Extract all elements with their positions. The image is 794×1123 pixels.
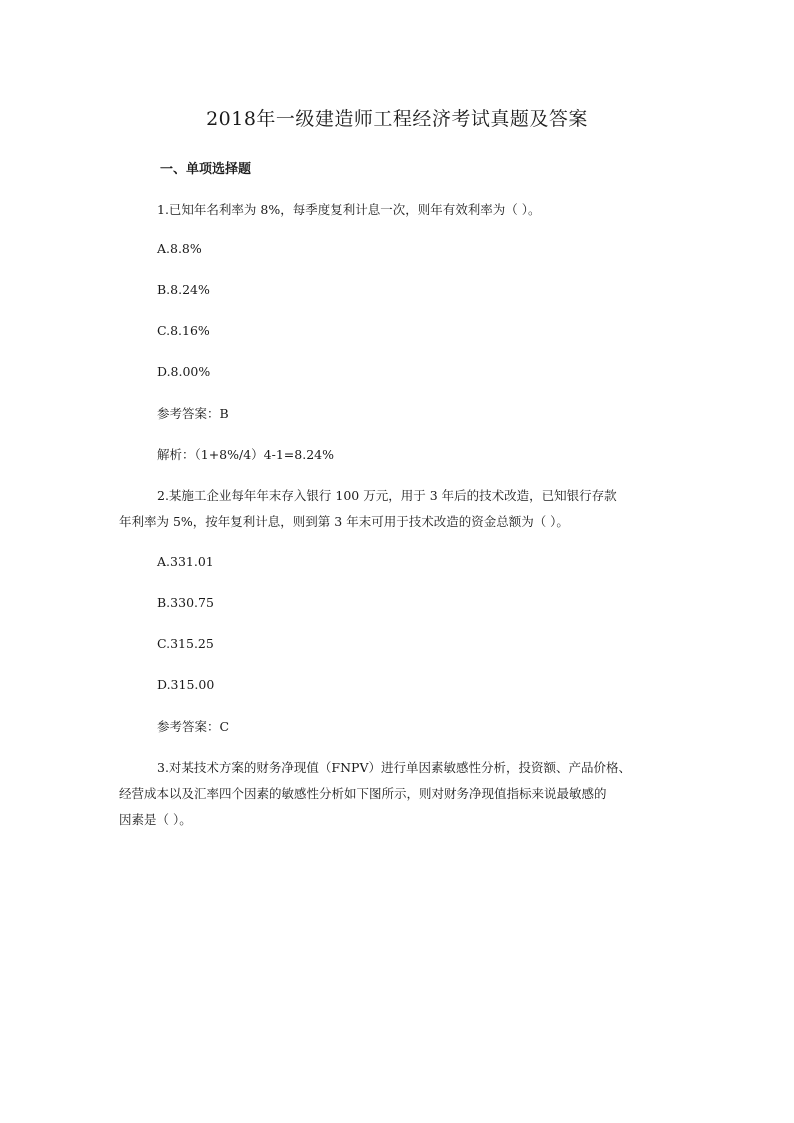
question-1-answer: 参考答案：B — [157, 406, 229, 421]
section-heading: 一、单项选择题 — [160, 162, 252, 177]
question-1-option-b: B.8.24% — [157, 282, 210, 297]
document-title: 2018年一级建造师工程经济考试真题及答案 — [206, 108, 588, 130]
question-2-stem-line-1: 2.某施工企业每年年末存入银行 100 万元，用于 3 年后的技术改造，已知银行存款 — [157, 488, 617, 503]
question-3-stem-line-2: 经营成本以及汇率四个因素的敏感性分析如下图所示，则对财务净现值指标来说最敏感的 — [119, 786, 607, 801]
question-2-option-d: D.315.00 — [157, 677, 215, 692]
question-2-stem-line-2: 年利率为 5%，按年复利计息，则到第 3 年末可用于技术改造的资金总额为（ ）。 — [119, 514, 569, 529]
question-1-option-c: C.8.16% — [157, 323, 210, 338]
question-3-stem-line-3: 因素是（ ）。 — [119, 812, 192, 827]
question-1-option-a: A.8.8% — [157, 241, 202, 256]
question-2-answer: 参考答案：C — [157, 719, 230, 734]
question-1-analysis: 解析：（1+8%/4）4-1=8.24% — [157, 447, 334, 462]
question-2-option-a: A.331.01 — [157, 554, 214, 569]
question-1-stem: 1.已知年名利率为 8%，每季度复利计息一次，则年有效利率为（ ）。 — [157, 202, 541, 217]
question-3-stem-line-1: 3.对某技术方案的财务净现值（FNPV）进行单因素敏感性分析，投资额、产品价格、 — [157, 760, 631, 775]
question-2-option-c: C.315.25 — [157, 636, 214, 651]
question-2-option-b: B.330.75 — [157, 595, 214, 610]
question-1-option-d: D.8.00% — [157, 364, 211, 379]
